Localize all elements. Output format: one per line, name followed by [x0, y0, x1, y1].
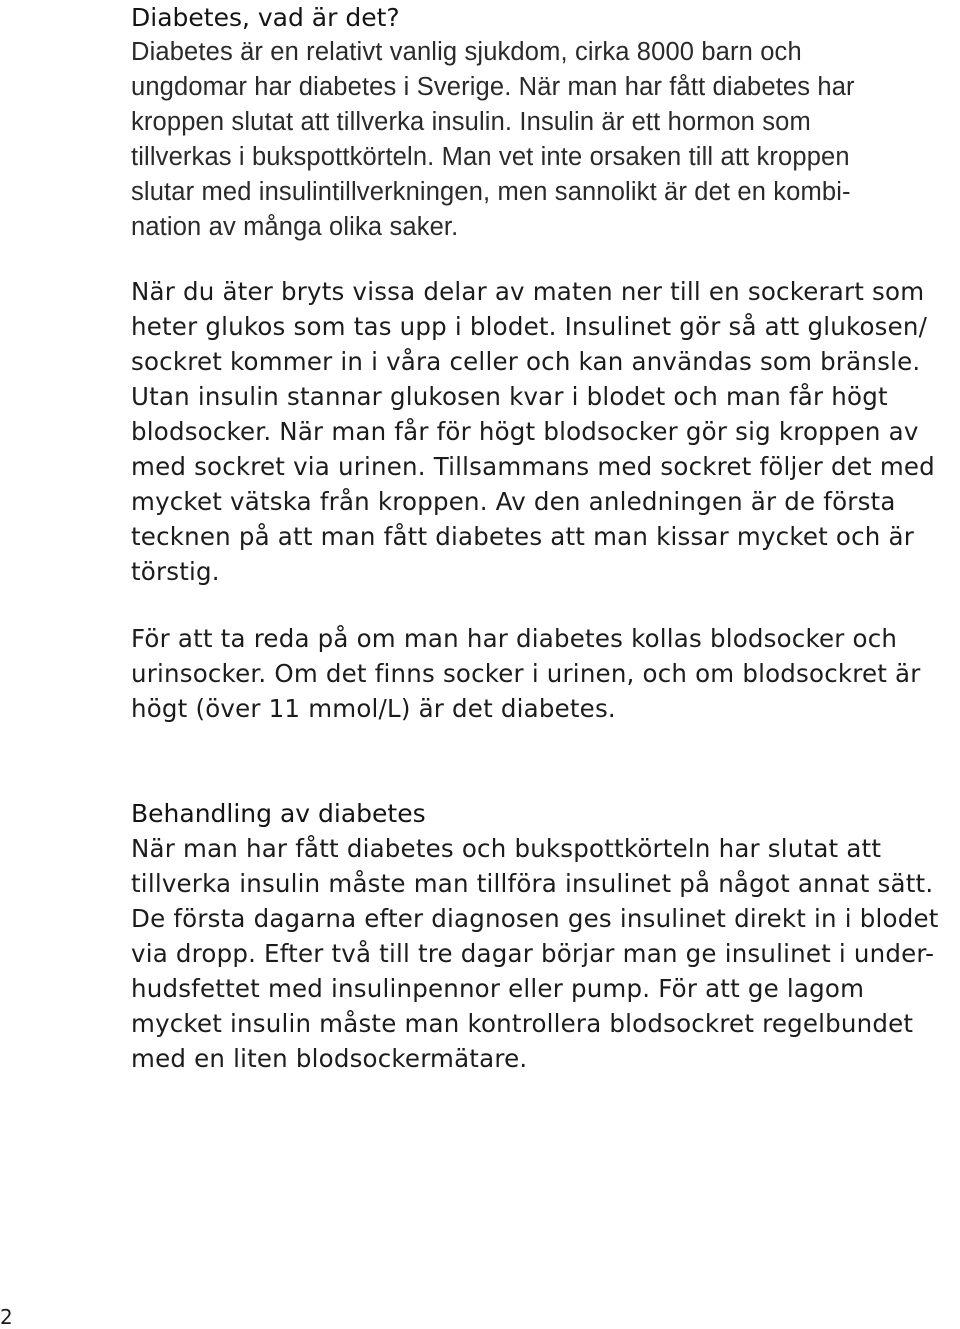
text-line: med en liten blodsockermätare. [131, 1044, 528, 1073]
text-line: nation av många olika saker. [131, 213, 459, 241]
paragraph-glucose [131, 274, 951, 589]
text-line: tillverkas i bukspottkörteln. Man vet inte orsaken till att kroppen [131, 143, 850, 171]
text-line: tillverka insulin måste man tillföra insulinet på något annat sätt. [131, 869, 934, 898]
section-heading: Diabetes, vad är det? [131, 3, 400, 32]
text-line: högt (över 11 mmol/L) är det diabetes. [131, 694, 616, 723]
text-line: Utan insulin stannar glukosen kvar i blodet och man får högt [131, 382, 888, 411]
text-line: När du äter bryts vissa delar av maten ner till en sockerart som [131, 277, 925, 306]
section-heading: Behandling av diabetes [131, 799, 426, 828]
text-line: blodsocker. När man får för högt blodsocker gör sig kroppen av [131, 417, 919, 446]
text-line: De första dagarna efter diagnosen ges insulinet direkt in i blodet [131, 904, 939, 933]
paragraph [131, 831, 951, 1076]
text-line: med sockret via urinen. Tillsammans med sockret följer det med [131, 452, 935, 481]
section-diabetes-what-is-it [131, 0, 951, 245]
text-line: mycket vätska från kroppen. Av den anledningen är de första [131, 487, 896, 516]
text-line: heter glukos som tas upp i blodet. Insulinet gör så att glukosen/ [131, 312, 928, 341]
text-line: Diabetes är en relativt vanlig sjukdom, cirka 8000 barn och [131, 38, 802, 66]
page-number: 2 [0, 1305, 13, 1329]
text-line: tecknen på att man fått diabetes att man kissar mycket och är [131, 522, 914, 551]
text-line: mycket insulin måste man kontrollera blodsockret regelbundet [131, 1009, 914, 1038]
text-line: slutar med insulintillverkningen, men sannolikt är det en kombi- [131, 178, 851, 206]
text-line: törstig. [131, 557, 220, 586]
text-line: hudsfettet med insulinpennor eller pump. För att ge lagom [131, 974, 865, 1003]
text-line: urinsocker. Om det finns socker i urinen, och om blodsockret är [131, 659, 921, 688]
text-line: sockret kommer in i våra celler och kan användas som bränsle. [131, 347, 921, 376]
text-line: ungdomar har diabetes i Sverige. När man har fått diabetes har [131, 73, 855, 101]
text-line: För att ta reda på om man har diabetes kollas blodsocker och [131, 624, 898, 653]
text-line: När man har fått diabetes och bukspottkörteln har slutat att [131, 834, 882, 863]
paragraph [131, 35, 951, 245]
text-line: via dropp. Efter två till tre dagar börjar man ge insulinet i under- [131, 939, 935, 968]
text-line: kroppen slutat att tillverka insulin. Insulin är ett hormon som [131, 108, 811, 136]
section-treatment [131, 796, 951, 1076]
paragraph-diagnosis [131, 621, 951, 726]
